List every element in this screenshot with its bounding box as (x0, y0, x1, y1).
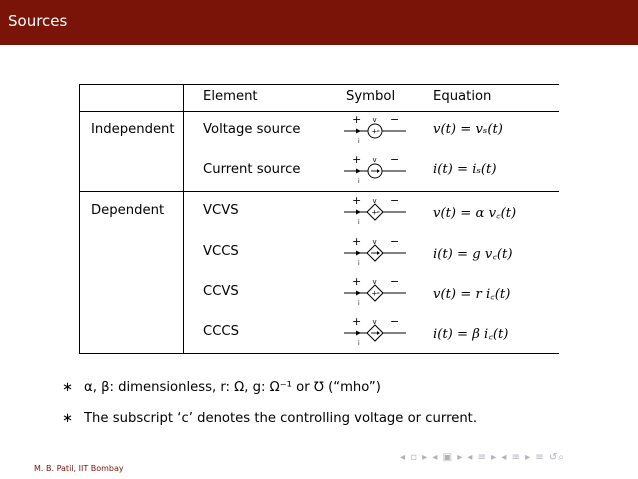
svg-text:+: + (352, 316, 362, 328)
group-divider (79, 191, 559, 192)
header-divider (79, 111, 559, 112)
beamer-navigation[interactable] (400, 452, 565, 463)
svg-text:−: − (390, 236, 400, 248)
row-element: VCCS (203, 244, 239, 259)
nav-section-icon[interactable]: ◂ ▣ ▸ (432, 452, 464, 463)
bullet-star-icon: ∗ (62, 411, 74, 426)
svg-text:+: + (352, 236, 362, 248)
row-equation: i(t) = g v꜀(t) (433, 247, 513, 262)
title-bar (0, 0, 638, 45)
row-equation: v(t) = α v꜀(t) (433, 206, 517, 221)
svg-text:v: v (372, 116, 377, 124)
vcvs-symbol-icon (344, 195, 406, 231)
svg-text:i: i (358, 260, 360, 267)
svg-text:+: + (371, 208, 378, 217)
svg-text:i: i (358, 219, 360, 226)
nav-search-icon[interactable]: ≡ ↺⌕ (535, 452, 565, 463)
svg-text:+: + (371, 289, 378, 298)
row-element: Voltage source (203, 122, 301, 137)
header-equation: Equation (433, 89, 492, 104)
svg-text:−: − (390, 276, 400, 288)
row-element: CCCS (203, 324, 239, 339)
header-element: Element (203, 89, 258, 104)
current-source-symbol-icon (344, 154, 406, 190)
slide-title: Sources (8, 12, 68, 30)
svg-text:v: v (372, 278, 377, 286)
row-element: VCVS (203, 203, 239, 218)
row-element: CCVS (203, 284, 239, 299)
svg-text:v: v (372, 318, 377, 326)
table-column-divider (183, 84, 184, 354)
nav-subsection-icon[interactable]: ◂ ≡ ▸ (467, 452, 498, 463)
vccs-symbol-icon (344, 236, 406, 272)
svg-text:+: + (352, 114, 362, 126)
row-equation: i(t) = iₛ(t) (433, 162, 497, 177)
row-equation: i(t) = β i꜀(t) (433, 327, 509, 342)
svg-text:−: − (390, 154, 400, 166)
svg-text:v: v (372, 156, 377, 164)
svg-text:+: + (352, 154, 362, 166)
svg-text:+: + (352, 276, 362, 288)
svg-text:i: i (358, 340, 360, 347)
row-element: Current source (203, 162, 301, 177)
svg-text:i: i (358, 138, 360, 145)
svg-text:i: i (358, 300, 360, 307)
nav-prev-frame-icon[interactable]: ◂ ▫ ▸ (400, 452, 429, 463)
group-dependent: Dependent (91, 203, 165, 218)
row-equation: v(t) = vₛ(t) (433, 122, 503, 137)
footer-author: M. B. Patil, IIT Bombay (34, 464, 124, 473)
svg-text:i: i (358, 178, 360, 185)
svg-text:+: + (371, 127, 378, 136)
ccvs-symbol-icon (344, 276, 406, 312)
svg-text:−: − (390, 114, 400, 126)
svg-text:v: v (372, 197, 377, 205)
cccs-symbol-icon (344, 316, 406, 352)
svg-text:v: v (372, 238, 377, 246)
header-symbol: Symbol (346, 89, 396, 104)
voltage-source-symbol-icon (344, 114, 406, 150)
group-independent: Independent (91, 122, 175, 137)
svg-text:+: + (352, 195, 362, 207)
bullet-star-icon: ∗ (62, 380, 74, 395)
row-equation: v(t) = r i꜀(t) (433, 287, 511, 302)
nav-doc-icon[interactable]: ◂ ≡ ▸ (501, 452, 532, 463)
svg-text:−: − (390, 316, 400, 328)
svg-text:−: − (390, 195, 400, 207)
